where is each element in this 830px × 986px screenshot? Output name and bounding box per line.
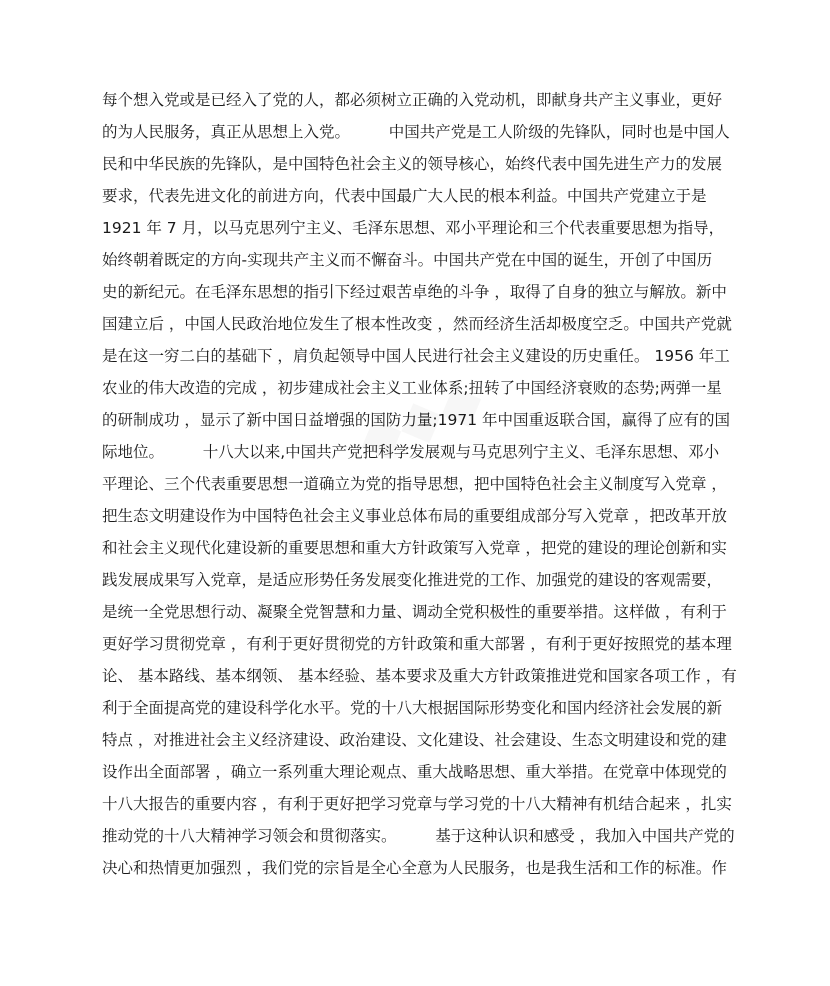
- text-line: 民和中华民族的先锋队，是中国特色社会主义的领导核心，始终代表中国先进生产力的发展: [102, 155, 723, 173]
- text-line: 和社会主义现代化建设新的重要思想和重大方针政策写入党章 ，把党的建设的理论创新和实: [102, 539, 727, 557]
- text-line: 始终朝着既定的方向-实现共产主义而不懈奋斗。中国共产党在中国的诞生，开创了中国历: [102, 251, 713, 269]
- watermark: ◆◆◆: [347, 365, 492, 474]
- text-line: 1921 年 7 月，以马克思列宁主义、毛泽东思想、邓小平理论和三个代表重要思想为指导，: [102, 219, 725, 237]
- text-line: 特点 ，对推进社会主义经济建设、政治建设、文化建设、社会建设、生态文明建设和党的建: [102, 731, 727, 749]
- text-line: 践发展成果写入党章，是适应形势任务发展变化推进党的工作、加强党的建设的客观需要，: [102, 571, 723, 589]
- text-line: 要求，代表先进文化的前进方向，代表中国最广大人民的根本利益。中国共产党建立于是: [102, 187, 707, 205]
- text-line: 的为人民服务，真正从思想上入党。 中国共产党是工人阶级的先锋队，同时也是中国人: [102, 123, 730, 141]
- text-line: 决心和热情更加强烈 ，我们党的宗旨是全心全意为人民服务，也是我生活和工作的标准。作: [102, 859, 727, 877]
- text-line: 利于全面提高党的建设科学化水平。党的十八大根据国际形势变化和国内经济社会发展的新: [102, 699, 723, 717]
- text-line: 每个想入党或是已经入了党的人，都必须树立正确的入党动机，即献身共产主义事业，更好: [102, 91, 723, 109]
- text-line: 是在这一穷二白的基础下 ，肩负起领导中国人民进行社会主义建设的历史重任。 1956 年工: [102, 347, 730, 365]
- text-line: 国建立后 ，中国人民政治地位发生了根本性改变 ，然而经济生活却极度空乏。中国共产党就: [102, 315, 732, 333]
- text-line: 农业的伟大改造的完成 ，初步建成社会主义工业体系;扭转了中国经济衰败的态势;两弹一星: [102, 379, 722, 397]
- text-line: 把生态文明建设作为中国特色社会主义事业总体布局的重要组成部分写入党章 ，把改革开放: [102, 507, 727, 525]
- text-line: 更好学习贯彻党章 ，有利于更好贯彻党的方针政策和重大部署 ，有利于更好按照党的基本理: [102, 635, 732, 653]
- text-line: 的研制成功 ，显示了新中国日益增强的国防力量;1971 年中国重返联合国，赢得了应有的国: [102, 411, 731, 429]
- text-line: 是统一全党思想行动、凝聚全党智慧和力量、调动全党积极性的重要举措。这样做 ，有利于: [102, 603, 727, 621]
- text-line: 设作出全面部署 ，确立一系列重大理论观点、重大战略思想、重大举措。在党章中体现党的: [102, 763, 727, 781]
- text-line: 论、 基本路线、基本纲领、 基本经验、基本要求及重大方针政策推进党和国家各项工作 ，有: [102, 667, 737, 685]
- text-line: 际地位。 十八大以来,中国共产党把科学发展观与马克思列宁主义、毛泽东思想、邓小: [102, 443, 720, 461]
- text-line: 平理论、三个代表重要思想一道确立为党的指导思想，把中国特色社会主义制度写入党章 ，: [102, 475, 727, 493]
- text-line: 十八大报告的重要内容 ，有利于更好把学习党章与学习党的十八大精神有机结合起来 ，扎实: [102, 795, 732, 813]
- text-line: 史的新纪元。在毛泽东思想的指引下经过艰苦卓绝的斗争 ，取得了自身的独立与解放。新中: [102, 283, 727, 301]
- text-line: 推动党的十八大精神学习领会和贯彻落实。 基于这种认识和感受 ，我加入中国共产党的: [102, 827, 735, 845]
- document-body: [102, 84, 742, 884]
